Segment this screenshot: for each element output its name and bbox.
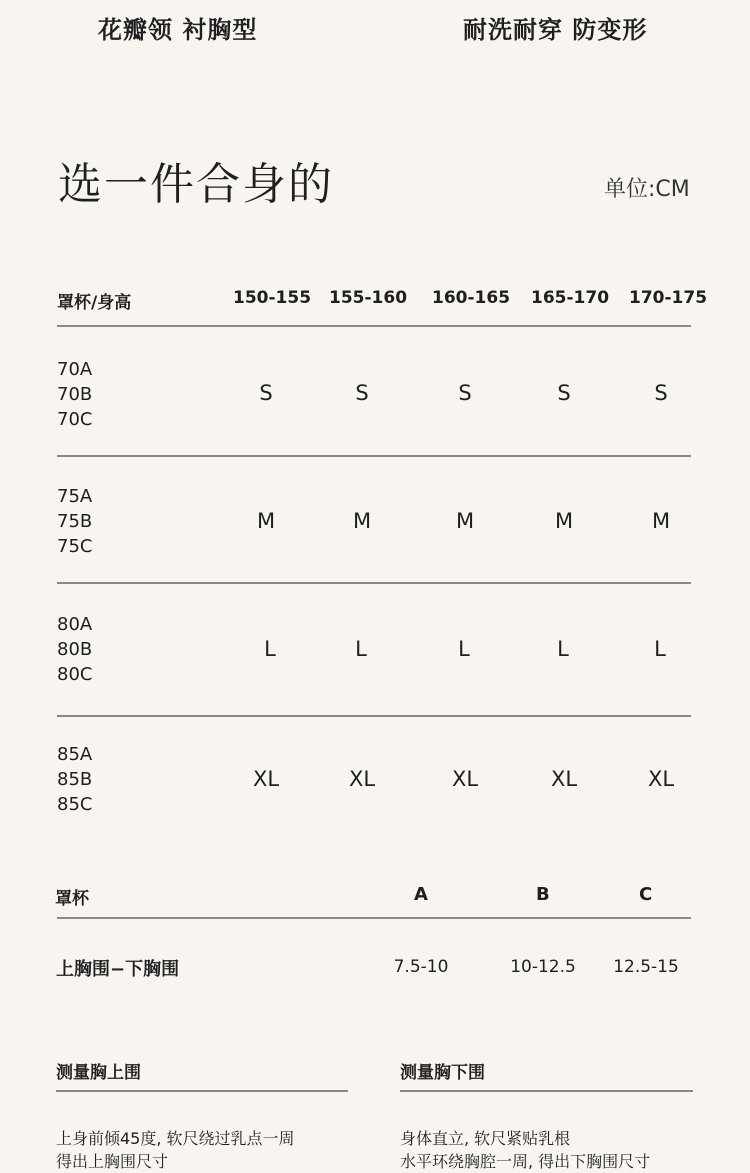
measure-lower-text bbox=[400, 1127, 650, 1173]
cup-list-row-4 bbox=[57, 742, 92, 817]
size-cell: XL bbox=[252, 767, 280, 791]
cup-label: 70B bbox=[57, 384, 93, 405]
measure-upper-divider bbox=[56, 1090, 348, 1092]
height-col-5: 170-175 bbox=[629, 288, 708, 308]
cup-col-b: B bbox=[536, 884, 550, 905]
cup-col-c: C bbox=[639, 884, 653, 905]
height-col-4: 165-170 bbox=[531, 288, 610, 308]
cup-label: 80A bbox=[57, 614, 93, 635]
height-col-3: 160-165 bbox=[432, 288, 511, 308]
size-cell: M bbox=[256, 509, 276, 533]
size-cell: S bbox=[458, 381, 472, 405]
size-cell: L bbox=[458, 637, 470, 661]
cup-label: 75C bbox=[57, 536, 93, 557]
size-cell: S bbox=[355, 381, 369, 405]
cup-label: 70A bbox=[57, 359, 93, 380]
measure-lower-line: 水平环绕胸腔一周, 得出下胸围尺寸 bbox=[400, 1152, 651, 1171]
bust-difference-label: 上胸围−下胸围 bbox=[56, 959, 180, 980]
page-title: 选一件合身的 bbox=[58, 159, 334, 210]
size-cell: XL bbox=[348, 767, 376, 791]
size-cell: M bbox=[651, 509, 671, 533]
measure-upper-text bbox=[56, 1127, 295, 1173]
table-divider bbox=[57, 455, 691, 457]
size-cell: M bbox=[352, 509, 372, 533]
table-divider bbox=[57, 715, 691, 717]
cup-label: 80C bbox=[57, 664, 93, 685]
size-cell: XL bbox=[550, 767, 578, 791]
size-table-header-label: 罩杯/身高 bbox=[57, 293, 132, 313]
cup-label: 85A bbox=[57, 744, 93, 765]
cup-label: 70C bbox=[57, 409, 93, 430]
bust-difference-value: 12.5-15 bbox=[613, 957, 679, 977]
bust-difference-value: 7.5-10 bbox=[393, 957, 449, 977]
size-cell: L bbox=[557, 637, 569, 661]
size-cell: L bbox=[654, 637, 666, 661]
cup-col-a: A bbox=[414, 884, 428, 905]
feature-collar: 花瓣领 衬胸型 bbox=[98, 16, 258, 44]
size-cell: S bbox=[557, 381, 571, 405]
size-cell: XL bbox=[647, 767, 675, 791]
measure-upper-line: 得出上胸围尺寸 bbox=[56, 1152, 169, 1171]
unit-label: 单位:CM bbox=[604, 177, 690, 202]
size-cell: S bbox=[654, 381, 668, 405]
feature-durable: 耐洗耐穿 防变形 bbox=[463, 16, 648, 44]
size-cell: L bbox=[355, 637, 367, 661]
bust-difference-value: 10-12.5 bbox=[510, 957, 576, 977]
height-col-1: 150-155 bbox=[233, 288, 312, 308]
table-divider bbox=[57, 325, 691, 327]
cup-label: 75B bbox=[57, 511, 93, 532]
cup-list-row-2 bbox=[57, 484, 92, 559]
size-cell: XL bbox=[451, 767, 479, 791]
cup-list-row-1 bbox=[57, 357, 92, 432]
measure-lower-title: 测量胸下围 bbox=[400, 1063, 485, 1083]
measure-upper-title: 测量胸上围 bbox=[56, 1063, 141, 1083]
cup-label: 80B bbox=[57, 639, 93, 660]
cup-list-row-3 bbox=[57, 612, 92, 687]
table-divider bbox=[57, 917, 691, 919]
cup-label: 85C bbox=[57, 794, 93, 815]
size-cell: S bbox=[259, 381, 273, 405]
size-cell: M bbox=[455, 509, 475, 533]
measure-lower-divider bbox=[400, 1090, 693, 1092]
cup-label: 75A bbox=[57, 486, 93, 507]
height-col-2: 155-160 bbox=[329, 288, 408, 308]
measure-upper-line: 上身前倾45度, 软尺绕过乳点一周 bbox=[56, 1129, 295, 1148]
measure-lower-line: 身体直立, 软尺紧贴乳根 bbox=[400, 1129, 571, 1148]
size-cell: M bbox=[554, 509, 574, 533]
cup-table-header-label: 罩杯 bbox=[55, 889, 89, 909]
cup-label: 85B bbox=[57, 769, 93, 790]
table-divider bbox=[57, 582, 691, 584]
size-cell: L bbox=[264, 637, 276, 661]
